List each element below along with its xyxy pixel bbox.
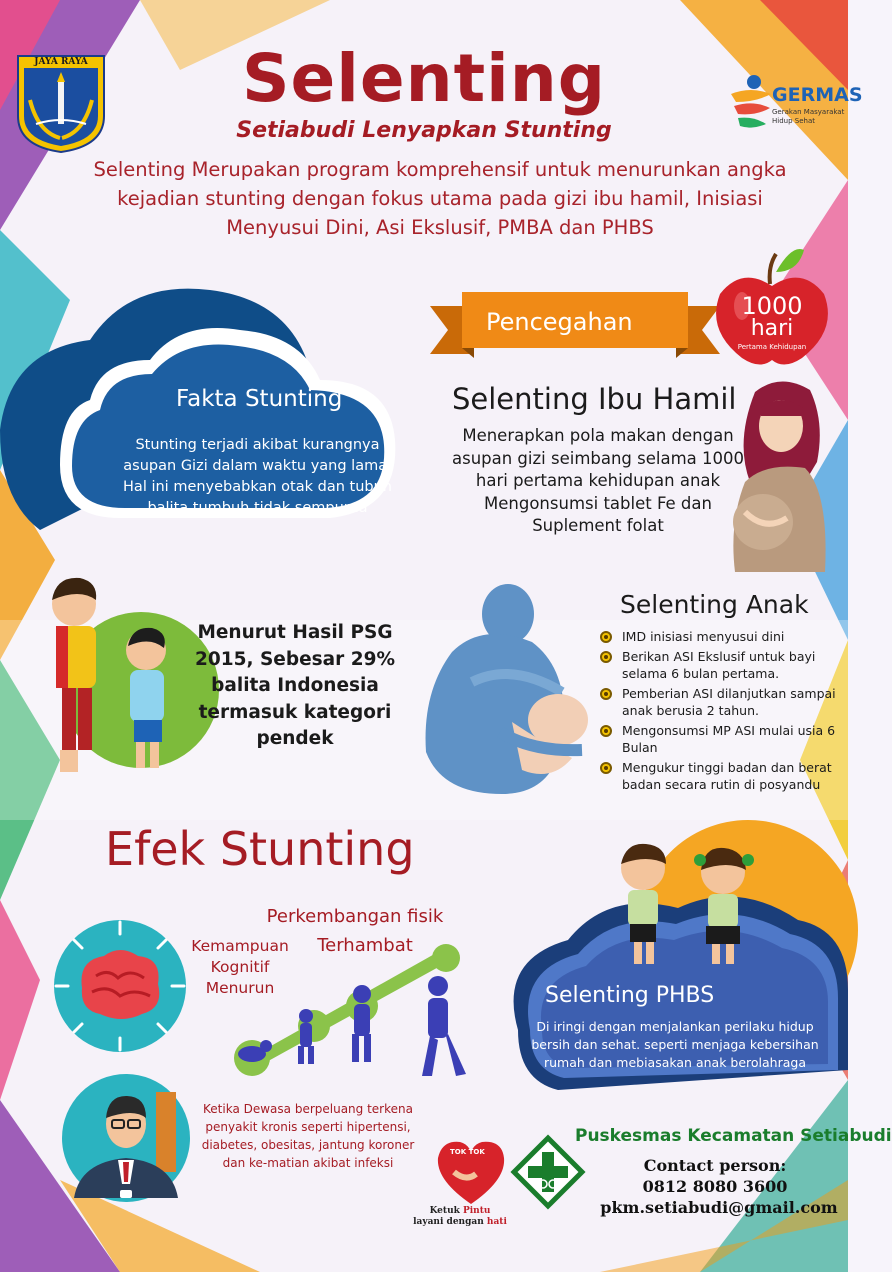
list-item xyxy=(598,648,838,683)
psg-text: Menurut Hasil PSG 2015, Sebesar 29% balita Indonesia termasuk kategori pendek xyxy=(195,622,395,749)
ketuk-pintu: Pintu xyxy=(463,1206,491,1216)
germas-tagline-2: Hidup Sehat xyxy=(772,117,815,125)
anak-item-text: Berikan ASI Ekslusif untuk bayi selama 6 bulan pertama. xyxy=(622,648,816,681)
germas-tagline-1: Gerakan Masyarakat xyxy=(772,108,845,116)
anak-item-text: Pemberian ASI dilanjutkan sampai anak berusia 2 tahun. xyxy=(622,685,836,718)
apple-caption: Pertama Kehidupan xyxy=(737,343,807,351)
contact-label: Contact person: xyxy=(643,1156,787,1175)
two-boys-illustration xyxy=(36,570,186,790)
adult-man-icon xyxy=(60,1072,192,1202)
list-item xyxy=(598,628,838,646)
pregnant-woman-illustration xyxy=(725,372,835,572)
phbs-text: Di iringi dengan menjalankan perilaku hidup bersih dan sehat. seperti menjaga kebersihan rumah dan mebiasakan anak berolahraga xyxy=(531,1019,819,1070)
apple-unit: hari xyxy=(750,316,794,341)
pencegahan-label: Pencegahan xyxy=(486,308,633,336)
bullet-icon xyxy=(600,725,612,737)
puskesmas-name: Puskesmas Kecamatan Setiabudi xyxy=(575,1126,892,1146)
ketuk-text xyxy=(410,1206,510,1228)
apple-number: 1000 xyxy=(741,292,803,320)
bullet-icon xyxy=(600,651,612,663)
breastfeeding-mother-illustration xyxy=(412,582,612,797)
fisik-label-2: Terhambat xyxy=(317,935,413,956)
puskesmas-logo xyxy=(512,1136,584,1208)
fisik-label-1: Perkembangan fisik xyxy=(266,906,444,927)
layani-prefix: layani dengan xyxy=(413,1217,484,1227)
kognitif-label: Kemampuan Kognitif Menurun xyxy=(191,937,289,997)
growth-progression-illustration xyxy=(226,936,476,1086)
heart-badge-text: TOK TOK xyxy=(450,1148,485,1156)
fakta-text: Stunting terjadi akibat kurangnya asupan Gizi dalam waktu yang lama. Hal ini menyebabkan otak dan tubuh balita tumbuh tidak sempurna xyxy=(123,437,392,516)
layani-hati: hati xyxy=(486,1217,507,1227)
efek-title: Efek Stunting xyxy=(105,822,415,876)
list-item xyxy=(598,722,838,757)
jaya-raya-text: JAYA RAYA xyxy=(34,57,88,67)
anak-item-text: IMD inisiasi menyusui dini xyxy=(622,629,785,644)
contact-email: pkm.setiabudi@gmail.com xyxy=(600,1198,838,1217)
brain-icon xyxy=(52,918,188,1054)
list-item xyxy=(598,759,838,794)
bullet-icon xyxy=(600,631,612,643)
phbs-title: Selenting PHBS xyxy=(545,983,715,1008)
intro-text: Selenting Merupakan program komprehensif untuk menurunkan angka kejadian stunting dengan fokus utama pada gizi ibu hamil, Inisiasi Menyusui Dini, Asi Ekslusif, PMBA dan PHBS xyxy=(93,158,787,239)
contact-phone: 0812 8080 3600 xyxy=(642,1177,788,1196)
ibu-hamil-title: Selenting Ibu Hamil xyxy=(452,382,737,416)
ibu-hamil-text: Menerapkan pola makan dengan asupan gizi seimbang selama 1000 hari pertama kehidupan anak Mengonsumsi tablet Fe dan Suplement folat xyxy=(451,426,745,535)
fakta-title: Fakta Stunting xyxy=(176,386,343,412)
anak-item-text: Mengukur tinggi badan dan berat badan secara rutin di posyandu xyxy=(622,759,832,792)
anak-list xyxy=(598,628,838,796)
page-title: Selenting xyxy=(241,40,607,117)
page-subtitle: Setiabudi Lenyapkan Stunting xyxy=(236,118,612,143)
dewasa-text: Ketika Dewasa berpeluang terkena penyakit kronis seperti hipertensi, diabetes, obesitas, jantung koroner dan ke-matian akibat infeksi xyxy=(201,1102,415,1170)
list-item xyxy=(598,685,838,720)
anak-title: Selenting Anak xyxy=(620,590,809,619)
anak-item-text: Mengonsumsi MP ASI mulai usia 6 Bulan xyxy=(622,722,836,755)
germas-wordmark: GERMAS xyxy=(772,84,863,106)
ketuk-prefix: Ketuk xyxy=(429,1206,460,1216)
bullet-icon xyxy=(600,762,612,774)
bullet-icon xyxy=(600,688,612,700)
